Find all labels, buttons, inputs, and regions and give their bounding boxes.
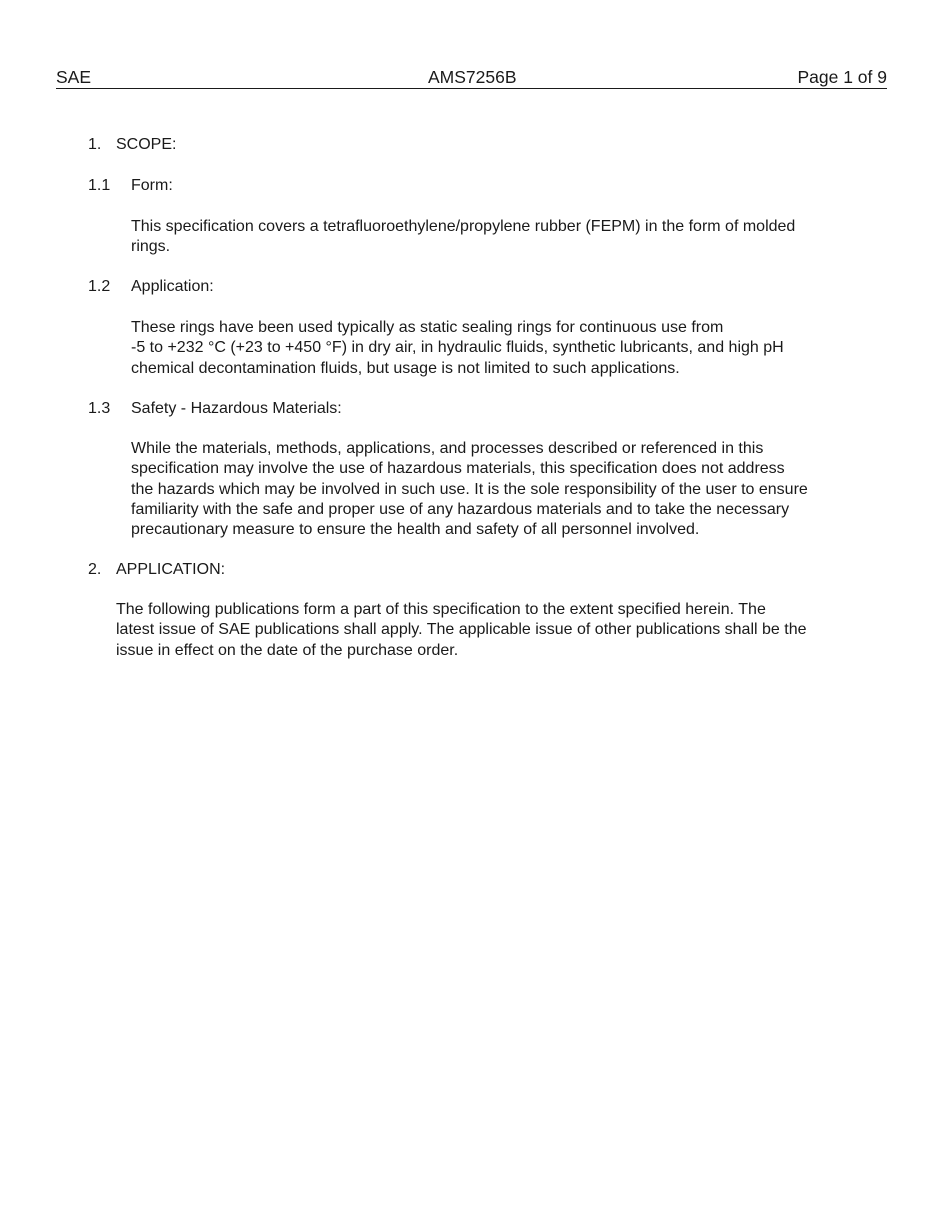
paragraph-line: These rings have been used typically as static sealing rings for continuous use from bbox=[131, 319, 724, 336]
subsection-number: 1.1 bbox=[88, 177, 111, 194]
paragraph-line: specification may involve the use of hazardous materials, this specification does not address bbox=[131, 460, 785, 478]
paragraph-line: chemical decontamination fluids, but usage is not limited to such applications. bbox=[131, 359, 680, 377]
header-page-number: Page 1 of 9 bbox=[797, 67, 887, 87]
paragraph-line: rings. bbox=[131, 238, 171, 256]
subsection-application-paragraph bbox=[131, 318, 784, 379]
section-application-paragraph bbox=[116, 600, 807, 661]
subsection-number: 1.3 bbox=[88, 400, 111, 417]
paragraph-line: -5 to +232 °C (+23 to +450 °F) in dry air, in hydraulic fluids, synthetic lubricants, and high pH bbox=[131, 339, 784, 357]
paragraph-line: This specification covers a tetrafluoroethylene/propylene rubber (FEPM) in the form of molded bbox=[131, 218, 796, 235]
subsection-title: Application: bbox=[131, 278, 214, 295]
subsection-form-paragraph bbox=[131, 217, 795, 258]
paragraph-line: issue in effect on the date of the purchase order. bbox=[116, 641, 459, 659]
section-title: SCOPE: bbox=[116, 136, 177, 153]
header-document-id: AMS7256B bbox=[428, 67, 517, 87]
section-title: APPLICATION: bbox=[116, 561, 226, 578]
subsection-safety-paragraph bbox=[131, 439, 808, 540]
page-header bbox=[56, 66, 887, 89]
paragraph-line: The following publications form a part of this specification to the extent specified herein. The bbox=[116, 601, 766, 618]
subsection-title: Safety - Hazardous Materials: bbox=[131, 400, 342, 417]
paragraph-line: precautionary measure to ensure the health and safety of all personnel involved. bbox=[131, 521, 700, 539]
paragraph-line: While the materials, methods, applications, and processes described or referenced in this bbox=[131, 440, 764, 457]
subsection-number: 1.2 bbox=[88, 278, 111, 295]
subsection-title: Form: bbox=[131, 177, 173, 194]
paragraph-line: the hazards which may be involved in such use. It is the sole responsibility of the user to ensure bbox=[131, 480, 808, 498]
paragraph-line: familiarity with the safe and proper use of any hazardous materials and to take the necessary bbox=[131, 500, 790, 518]
section-number: 2. bbox=[88, 561, 102, 578]
section-number: 1. bbox=[88, 136, 102, 153]
header-org: SAE bbox=[56, 67, 92, 87]
paragraph-line: latest issue of SAE publications shall apply. The applicable issue of other publications shall be the bbox=[116, 621, 807, 639]
